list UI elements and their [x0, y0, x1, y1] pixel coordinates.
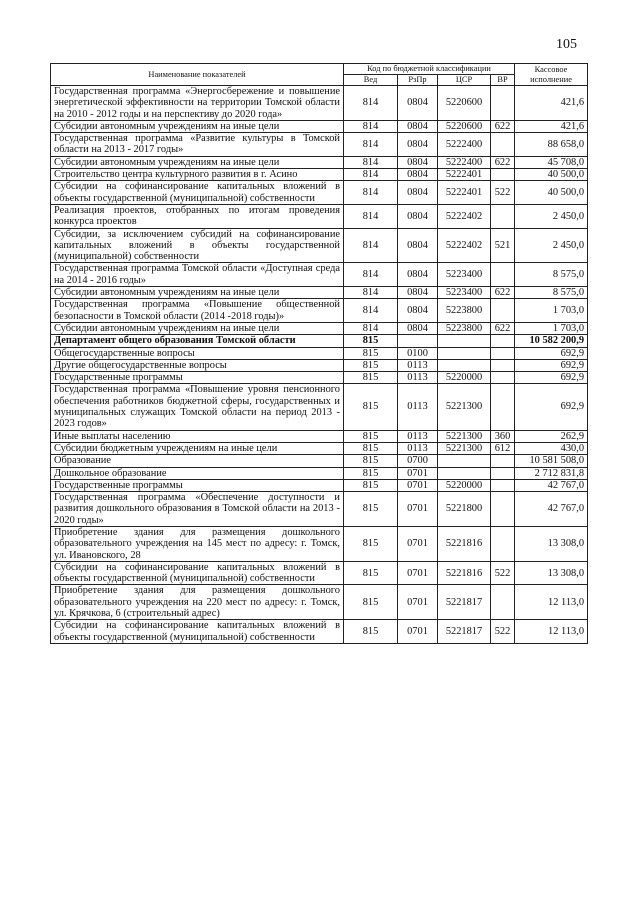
row-amount: 88 658,0	[515, 133, 588, 157]
row-name: Государственная программа Томской области «Доступная среда на 2014 - 2016 годы»	[51, 263, 344, 287]
row-csr: 5221800	[438, 492, 491, 527]
row-amount: 262,9	[515, 430, 588, 442]
row-rzpr: 0701	[398, 467, 438, 479]
row-vr: 522	[491, 561, 515, 585]
row-ved: 814	[344, 228, 398, 263]
row-name: Субсидии автономным учреждениям на иные цели	[51, 287, 344, 299]
table-row	[51, 467, 588, 479]
row-ved: 815	[344, 620, 398, 644]
row-ved: 815	[344, 561, 398, 585]
row-rzpr: 0804	[398, 322, 438, 334]
table-row	[51, 322, 588, 334]
row-rzpr: 0804	[398, 181, 438, 205]
row-rzpr: 0701	[398, 561, 438, 585]
row-csr: 5221300	[438, 384, 491, 430]
header-row-1	[51, 64, 588, 75]
row-rzpr: 0804	[398, 263, 438, 287]
table-row	[51, 156, 588, 168]
row-rzpr: 0804	[398, 133, 438, 157]
row-vr	[491, 169, 515, 181]
row-name: Государственные программы	[51, 479, 344, 491]
row-ved: 814	[344, 133, 398, 157]
row-rzpr: 0804	[398, 204, 438, 228]
row-name: Общегосударственные вопросы	[51, 347, 344, 359]
row-csr: 5222402	[438, 204, 491, 228]
table-row	[51, 133, 588, 157]
row-amount: 1 703,0	[515, 322, 588, 334]
row-vr	[491, 133, 515, 157]
table-row	[51, 287, 588, 299]
row-csr: 5222401	[438, 169, 491, 181]
row-vr	[491, 492, 515, 527]
row-csr: 5221300	[438, 442, 491, 454]
table-row	[51, 335, 588, 347]
row-name: Государственная программа «Энергосбережение и повышение энергетической эффективности на территории Томской области на 2010 - 2012 годы и на перспективу до 2020 года»	[51, 86, 344, 121]
row-ved: 815	[344, 347, 398, 359]
header-cash-execution: Кассовое исполнение	[515, 64, 588, 86]
row-vr: 522	[491, 620, 515, 644]
row-rzpr: 0701	[398, 585, 438, 620]
row-csr: 5222400	[438, 156, 491, 168]
row-vr	[491, 479, 515, 491]
row-ved: 814	[344, 263, 398, 287]
row-csr: 5223400	[438, 287, 491, 299]
header-name: Наименование показателей	[51, 64, 344, 86]
row-csr	[438, 467, 491, 479]
row-amount: 40 500,0	[515, 169, 588, 181]
row-name: Субсидии автономным учреждениям на иные цели	[51, 120, 344, 132]
row-amount: 421,6	[515, 120, 588, 132]
row-csr: 5220600	[438, 120, 491, 132]
row-ved: 815	[344, 455, 398, 467]
row-amount: 10 581 508,0	[515, 455, 588, 467]
row-vr	[491, 384, 515, 430]
row-vr	[491, 467, 515, 479]
row-csr: 5221817	[438, 585, 491, 620]
row-csr	[438, 347, 491, 359]
row-ved: 814	[344, 156, 398, 168]
row-vr	[491, 263, 515, 287]
row-rzpr: 0113	[398, 359, 438, 371]
row-vr	[491, 86, 515, 121]
row-vr	[491, 372, 515, 384]
row-csr: 5220000	[438, 479, 491, 491]
table-row	[51, 86, 588, 121]
row-rzpr: 0804	[398, 120, 438, 132]
table-row	[51, 359, 588, 371]
row-ved: 815	[344, 335, 398, 347]
row-ved: 814	[344, 86, 398, 121]
row-ved: 815	[344, 585, 398, 620]
row-amount: 12 113,0	[515, 620, 588, 644]
row-csr: 5220600	[438, 86, 491, 121]
table-row	[51, 384, 588, 430]
row-amount: 2 712 831,8	[515, 467, 588, 479]
row-csr: 5222401	[438, 181, 491, 205]
row-ved: 814	[344, 322, 398, 334]
row-amount: 2 450,0	[515, 204, 588, 228]
row-amount: 692,9	[515, 384, 588, 430]
row-ved: 815	[344, 430, 398, 442]
row-name: Другие общегосударственные вопросы	[51, 359, 344, 371]
row-amount: 13 308,0	[515, 526, 588, 561]
row-name: Приобретение здания для размещения дошкольного образовательного учреждения на 145 мест по адресу: г. Томск, ул. Ивановского, 28	[51, 526, 344, 561]
row-ved: 814	[344, 299, 398, 323]
row-ved: 814	[344, 169, 398, 181]
row-vr	[491, 585, 515, 620]
row-rzpr: 0113	[398, 430, 438, 442]
row-rzpr: 0113	[398, 384, 438, 430]
row-name: Государственная программа «Развитие культуры в Томской области на 2013 - 2017 годы»	[51, 133, 344, 157]
row-name: Субсидии автономным учреждениям на иные цели	[51, 322, 344, 334]
row-vr: 612	[491, 442, 515, 454]
row-rzpr: 0100	[398, 347, 438, 359]
row-amount: 10 582 200,9	[515, 335, 588, 347]
row-name: Субсидии на софинансирование капитальных вложений в объекты государственной (муниципальной) собственности	[51, 561, 344, 585]
table-row	[51, 526, 588, 561]
row-rzpr: 0113	[398, 372, 438, 384]
row-vr	[491, 335, 515, 347]
table-row	[51, 442, 588, 454]
row-name: Строительство центра культурного развития в г. Асино	[51, 169, 344, 181]
row-name: Приобретение здания для размещения дошкольного образовательного учреждения на 220 мест по адресу: г. Томск, ул. Крячкова, 6 (строительный адрес)	[51, 585, 344, 620]
row-name: Департамент общего образования Томской области	[51, 335, 344, 347]
row-csr: 5222400	[438, 133, 491, 157]
table-row	[51, 120, 588, 132]
table-row	[51, 479, 588, 491]
row-name: Субсидии бюджетным учреждениям на иные цели	[51, 442, 344, 454]
row-name: Дошкольное образование	[51, 467, 344, 479]
table-row	[51, 430, 588, 442]
row-amount: 430,0	[515, 442, 588, 454]
table-row	[51, 347, 588, 359]
row-vr	[491, 204, 515, 228]
row-vr: 521	[491, 228, 515, 263]
row-csr: 5221816	[438, 561, 491, 585]
row-csr: 5221817	[438, 620, 491, 644]
row-rzpr: 0701	[398, 492, 438, 527]
row-vr	[491, 347, 515, 359]
row-rzpr	[398, 335, 438, 347]
row-amount: 8 575,0	[515, 287, 588, 299]
row-vr: 622	[491, 322, 515, 334]
row-ved: 815	[344, 492, 398, 527]
row-name: Образование	[51, 455, 344, 467]
row-amount: 1 703,0	[515, 299, 588, 323]
table-row	[51, 181, 588, 205]
row-vr: 360	[491, 430, 515, 442]
row-rzpr: 0804	[398, 86, 438, 121]
table-row	[51, 372, 588, 384]
row-rzpr: 0701	[398, 479, 438, 491]
row-amount: 692,9	[515, 347, 588, 359]
row-vr: 622	[491, 156, 515, 168]
row-amount: 45 708,0	[515, 156, 588, 168]
row-rzpr: 0804	[398, 287, 438, 299]
row-name: Субсидии автономным учреждениям на иные цели	[51, 156, 344, 168]
row-vr: 622	[491, 120, 515, 132]
row-rzpr: 0804	[398, 228, 438, 263]
row-ved: 814	[344, 120, 398, 132]
table-row	[51, 299, 588, 323]
row-amount: 40 500,0	[515, 181, 588, 205]
row-ved: 814	[344, 181, 398, 205]
table-row	[51, 561, 588, 585]
row-vr	[491, 526, 515, 561]
row-amount: 2 450,0	[515, 228, 588, 263]
row-amount: 692,9	[515, 359, 588, 371]
table-row	[51, 620, 588, 644]
row-csr	[438, 359, 491, 371]
row-name: Субсидии, за исключением субсидий на софинансирование капитальных вложений в объекты государственной (муниципальной) собственности	[51, 228, 344, 263]
row-csr: 5223800	[438, 299, 491, 323]
row-vr	[491, 359, 515, 371]
table-row	[51, 263, 588, 287]
row-ved: 815	[344, 479, 398, 491]
budget-table	[50, 63, 588, 644]
table-row	[51, 455, 588, 467]
header-ved: Вед	[344, 75, 398, 86]
row-rzpr: 0701	[398, 526, 438, 561]
row-rzpr: 0804	[398, 169, 438, 181]
table-row	[51, 204, 588, 228]
row-amount: 8 575,0	[515, 263, 588, 287]
table-body	[51, 86, 588, 644]
row-vr: 622	[491, 287, 515, 299]
row-name: Государственная программа «Обеспечение доступности и развития дошкольного образования в Томской области на 2013 - 2020 годы»	[51, 492, 344, 527]
header-rzpr: РзПр	[398, 75, 438, 86]
row-name: Реализация проектов, отобранных по итогам проведения конкурса проектов	[51, 204, 344, 228]
row-amount: 13 308,0	[515, 561, 588, 585]
row-ved: 815	[344, 467, 398, 479]
row-name: Субсидии на софинансирование капитальных вложений в объекты государственной (муниципальной) собственности	[51, 620, 344, 644]
row-ved: 815	[344, 359, 398, 371]
row-csr: 5220000	[438, 372, 491, 384]
row-ved: 815	[344, 526, 398, 561]
row-csr: 5221300	[438, 430, 491, 442]
row-csr: 5222402	[438, 228, 491, 263]
row-csr: 5223400	[438, 263, 491, 287]
row-name: Иные выплаты населению	[51, 430, 344, 442]
header-code-group: Код по бюджетной классификации	[344, 64, 515, 75]
row-csr: 5223800	[438, 322, 491, 334]
table-row	[51, 585, 588, 620]
row-name: Государственная программа «Повышение общественной безопасности в Томской области (2014 -2018 годы)»	[51, 299, 344, 323]
row-csr	[438, 455, 491, 467]
row-vr: 522	[491, 181, 515, 205]
table-row	[51, 492, 588, 527]
row-amount: 421,6	[515, 86, 588, 121]
row-rzpr: 0804	[398, 156, 438, 168]
header-csr: ЦСР	[438, 75, 491, 86]
row-vr	[491, 299, 515, 323]
row-name: Государственные программы	[51, 372, 344, 384]
row-amount: 42 767,0	[515, 479, 588, 491]
row-amount: 42 767,0	[515, 492, 588, 527]
row-csr	[438, 335, 491, 347]
table-row	[51, 228, 588, 263]
row-csr: 5221816	[438, 526, 491, 561]
row-amount: 12 113,0	[515, 585, 588, 620]
row-rzpr: 0700	[398, 455, 438, 467]
row-name: Государственная программа «Повышение уровня пенсионного обеспечения работников бюджетной сферы, государственных и муниципальных служащих Томской области на период 2013 - 2023 годов»	[51, 384, 344, 430]
row-rzpr: 0804	[398, 299, 438, 323]
row-rzpr: 0113	[398, 442, 438, 454]
row-ved: 814	[344, 204, 398, 228]
row-rzpr: 0701	[398, 620, 438, 644]
header-vr: ВР	[491, 75, 515, 86]
row-ved: 814	[344, 287, 398, 299]
row-ved: 815	[344, 372, 398, 384]
row-amount: 692,9	[515, 372, 588, 384]
table-row	[51, 169, 588, 181]
row-name: Субсидии на софинансирование капитальных вложений в объекты государственной (муниципальной) собственности	[51, 181, 344, 205]
row-ved: 815	[344, 442, 398, 454]
page-number: 105	[556, 37, 577, 52]
row-vr	[491, 455, 515, 467]
row-ved: 815	[344, 384, 398, 430]
